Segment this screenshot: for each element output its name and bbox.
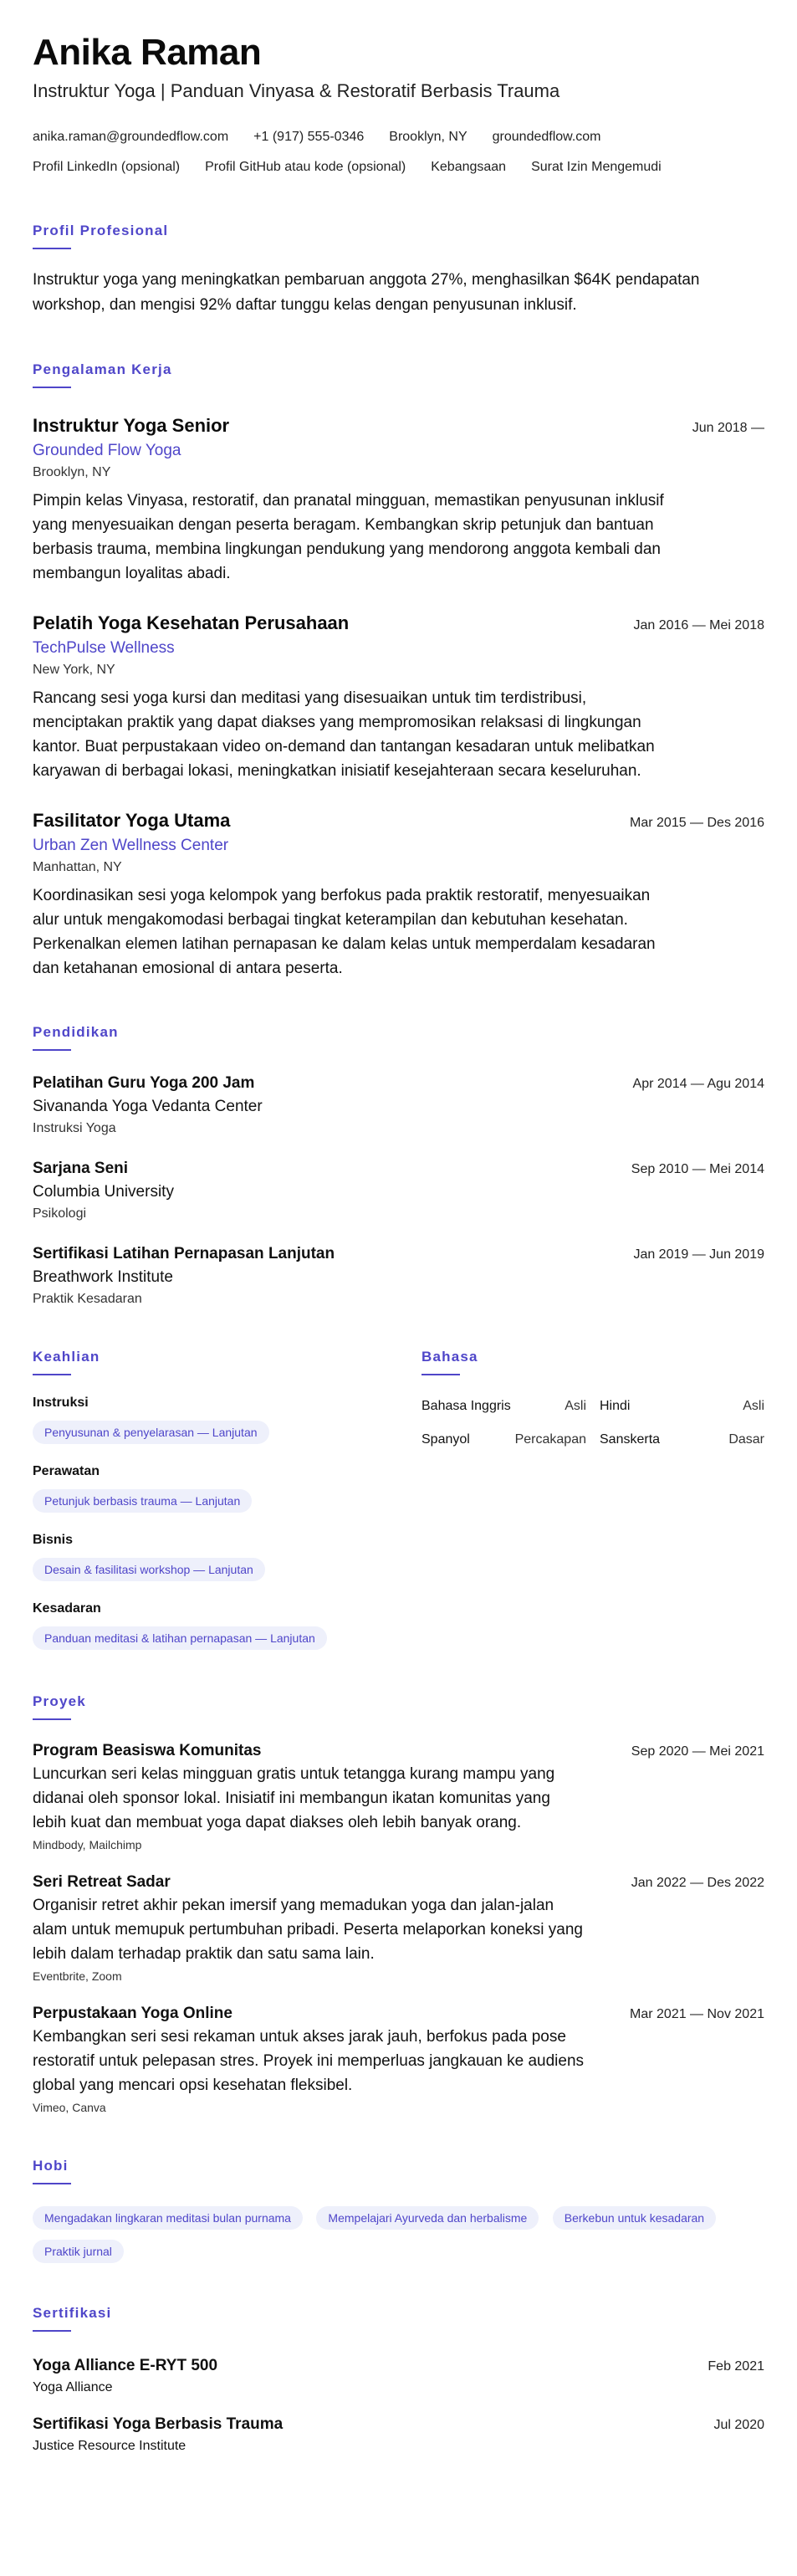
skill-category: Perawatan [33, 1464, 100, 1478]
skill-chip: Petunjuk berbasis trauma — Lanjutan [33, 1489, 252, 1513]
section-divider [33, 2183, 71, 2184]
job-dates: Jun 2018 — [692, 421, 764, 435]
languages-section [421, 1349, 764, 1650]
project-dates: Sep 2020 — Mei 2021 [631, 1744, 764, 1759]
project-dates: Mar 2021 — Nov 2021 [630, 2007, 764, 2021]
job-title: Fasilitator Yoga Utama [33, 810, 231, 831]
certification-date: Feb 2021 [708, 2359, 764, 2374]
certification-entry [33, 2357, 764, 2395]
school-name: Sivananda Yoga Vedanta Center [33, 1098, 263, 1115]
language-name: Spanyol [421, 1432, 470, 1447]
project-description: Kembangkan seri sesi rekaman untuk akses jarak jauh, berfokus pada pose restoratif untuk pelepasan stres. Proyek ini memperluas jangkauan ke audiens global yang mencari opsi kesehatan fleksibel. [33, 2028, 585, 2094]
section-divider [33, 248, 71, 249]
section-title: Pendidikan [33, 1024, 119, 1040]
section-title: Keahlian [33, 1349, 100, 1365]
language-item [421, 1399, 586, 1414]
project-description: Luncurkan seri kelas mingguan gratis untuk tetangga kurang mampu yang didanai oleh sponsor lokal. Inisiatif ini membangun ikatan komunitas yang lebih kuat dan membuat yoga dapat diakses oleh lebih banyak orang. [33, 1765, 555, 1831]
hobby-chip: Praktik jurnal [33, 2240, 124, 2263]
website[interactable]: groundedflow.com [492, 130, 601, 144]
phone[interactable]: +1 (917) 555-0346 [253, 130, 365, 144]
section-title: Profil Profesional [33, 223, 169, 238]
project-entry [33, 1742, 764, 1851]
field-of-study: Psikologi [33, 1206, 87, 1221]
section-title: Bahasa [421, 1349, 478, 1365]
job-entry [33, 810, 764, 981]
linkedin-link[interactable]: Profil LinkedIn (opsional) [33, 160, 181, 174]
language-name: Sanskerta [600, 1432, 661, 1447]
project-tools: Vimeo, Canva [33, 2101, 106, 2114]
skill-category: Bisnis [33, 1533, 74, 1547]
certifications-section [33, 2305, 764, 2454]
language-item [421, 1432, 586, 1447]
drivers-license: Surat Izin Mengemudi [531, 160, 662, 174]
location: Brooklyn, NY [389, 130, 467, 144]
certification-issuer: Yoga Alliance [33, 2380, 113, 2394]
certification-title: Sertifikasi Yoga Berbasis Trauma [33, 2415, 284, 2433]
language-level: Asli [743, 1399, 764, 1413]
hobby-list [33, 2196, 764, 2263]
education-dates: Sep 2010 — Mei 2014 [631, 1162, 764, 1176]
hobby-chip: Berkebun untuk kesadaran [553, 2206, 716, 2230]
profile-summary: Instruktur yoga yang meningkatkan pembaruan anggota 27%, menghasilkan $64K pendapatan workshop, dan mengisi 92% daftar tunggu kelas dengan penyusunan inklusif. [33, 271, 700, 314]
skill-chip: Desain & fasilitasi workshop — Lanjutan [33, 1558, 265, 1581]
skill-group [33, 1396, 421, 1444]
job-location: Brooklyn, NY [33, 465, 111, 479]
section-divider [33, 1049, 71, 1051]
candidate-name: Anika Raman [33, 32, 262, 73]
project-tools: Eventbrite, Zoom [33, 1969, 122, 1983]
hobby-chip: Mengadakan lingkaran meditasi bulan purnama [33, 2206, 303, 2230]
language-list [421, 1399, 764, 1447]
contact-links [33, 152, 764, 182]
section-title: Hobi [33, 2158, 69, 2174]
job-description: Rancang sesi yoga kursi dan meditasi yang disesuaikan untuk tim terdistribusi, menciptakan praktik yang dapat diakses yang mempromosikan relaksasi di lingkungan kantor. Buat perpustakaan video on-demand dan tantangan kesadaran untuk melibatkan karyawan di berbagai lokasi, meningkatkan inisiatif kesejahteraan secara keseluruhan. [33, 689, 655, 780]
education-entry [33, 1160, 764, 1221]
language-item [600, 1432, 764, 1447]
experience-section [33, 361, 764, 981]
headline: Instruktur Yoga | Panduan Vinyasa & Restoratif Berbasis Trauma [33, 80, 560, 101]
company-name: TechPulse Wellness [33, 639, 175, 657]
language-name: Bahasa Inggris [421, 1399, 511, 1413]
school-name: Columbia University [33, 1183, 174, 1201]
profile-section [33, 223, 764, 318]
job-dates: Jan 2016 — Mei 2018 [633, 618, 764, 632]
skill-group [33, 1601, 421, 1650]
section-divider [33, 387, 71, 388]
projects-section [33, 1693, 764, 2114]
skill-chip: Panduan meditasi & latihan pernapasan — Lanjutan [33, 1626, 327, 1650]
education-dates: Apr 2014 — Agu 2014 [632, 1077, 764, 1091]
certification-title: Yoga Alliance E-RYT 500 [33, 2357, 218, 2374]
project-description: Organisir retret akhir pekan imersif yang memadukan yoga dan jalan-jalan alam untuk memupuk pertumbuhan pribadi. Peserta melaporkan koneksi yang lebih dalam terhadap praktik dan satu sama lain. [33, 1897, 583, 1963]
field-of-study: Praktik Kesadaran [33, 1292, 142, 1306]
language-level: Asli [565, 1399, 586, 1413]
job-title: Instruktur Yoga Senior [33, 415, 230, 436]
job-location: Manhattan, NY [33, 860, 122, 874]
degree-title: Sertifikasi Latihan Pernapasan Lanjutan [33, 1245, 335, 1262]
job-dates: Mar 2015 — Des 2016 [630, 816, 764, 830]
skill-category: Instruksi [33, 1396, 89, 1410]
nationality: Kebangsaan [431, 160, 507, 174]
education-section [33, 1024, 764, 1307]
section-divider [33, 1718, 71, 1720]
project-title: Seri Retreat Sadar [33, 1873, 171, 1891]
company-name: Grounded Flow Yoga [33, 442, 181, 459]
project-title: Perpustakaan Yoga Online [33, 2005, 232, 2022]
contact-info [33, 122, 764, 152]
job-description: Koordinasikan sesi yoga kelompok yang berfokus pada praktik restoratif, menyesuaikan alur untuk mengakomodasi berbagai tingkat keterampilan dan kebutuhan kesehatan. Perkenalkan elemen latihan pernapasan ke dalam kelas untuk memperdalam kesadaran dan ketahanan emosional di antara peserta. [33, 887, 656, 977]
education-entry [33, 1245, 764, 1307]
skill-group [33, 1533, 421, 1581]
job-entry [33, 415, 764, 586]
skill-category: Kesadaran [33, 1601, 101, 1616]
section-divider [33, 1374, 71, 1375]
certification-date: Jul 2020 [713, 2418, 764, 2432]
certification-issuer: Justice Resource Institute [33, 2439, 186, 2453]
github-link[interactable]: Profil GitHub atau kode (opsional) [205, 160, 406, 174]
hobby-chip: Mempelajari Ayurveda dan herbalisme [316, 2206, 539, 2230]
education-entry [33, 1074, 764, 1136]
skills-section [33, 1349, 421, 1650]
section-divider [421, 1374, 460, 1375]
project-dates: Jan 2022 — Des 2022 [631, 1876, 764, 1890]
degree-title: Pelatihan Guru Yoga 200 Jam [33, 1074, 255, 1092]
job-description: Pimpin kelas Vinyasa, restoratif, dan pranatal mingguan, memastikan penyusunan inklusif yang menyesuaikan dengan peserta beragam. Kembangkan skrip petunjuk dan bantuan berbasis trauma, membina lingkungan pendukung yang mendorong anggota kembali dan membangun loyalitas abadi. [33, 492, 664, 582]
section-title: Pengalaman Kerja [33, 361, 172, 377]
email[interactable]: anika.raman@groundedflow.com [33, 130, 229, 144]
job-entry [33, 612, 764, 783]
language-item [600, 1399, 764, 1414]
job-location: New York, NY [33, 663, 115, 677]
language-level: Dasar [728, 1432, 764, 1447]
project-entry [33, 2005, 764, 2114]
section-title: Proyek [33, 1693, 86, 1709]
project-tools: Mindbody, Mailchimp [33, 1838, 142, 1851]
hobbies-section [33, 2158, 764, 2263]
job-title: Pelatih Yoga Kesehatan Perusahaan [33, 612, 350, 633]
project-title: Program Beasiswa Komunitas [33, 1742, 262, 1759]
skill-group [33, 1464, 421, 1513]
field-of-study: Instruksi Yoga [33, 1121, 116, 1135]
skill-chip: Penyusunan & penyelarasan — Lanjutan [33, 1421, 269, 1444]
degree-title: Sarjana Seni [33, 1160, 129, 1177]
education-dates: Jan 2019 — Jun 2019 [633, 1247, 764, 1262]
skills-languages-row [33, 1349, 764, 1650]
section-divider [33, 2330, 71, 2332]
language-level: Percakapan [514, 1432, 586, 1447]
certification-entry [33, 2415, 764, 2454]
language-name: Hindi [600, 1399, 631, 1413]
project-entry [33, 1873, 764, 1983]
section-title: Sertifikasi [33, 2305, 112, 2321]
company-name: Urban Zen Wellness Center [33, 837, 229, 854]
school-name: Breathwork Institute [33, 1268, 173, 1286]
